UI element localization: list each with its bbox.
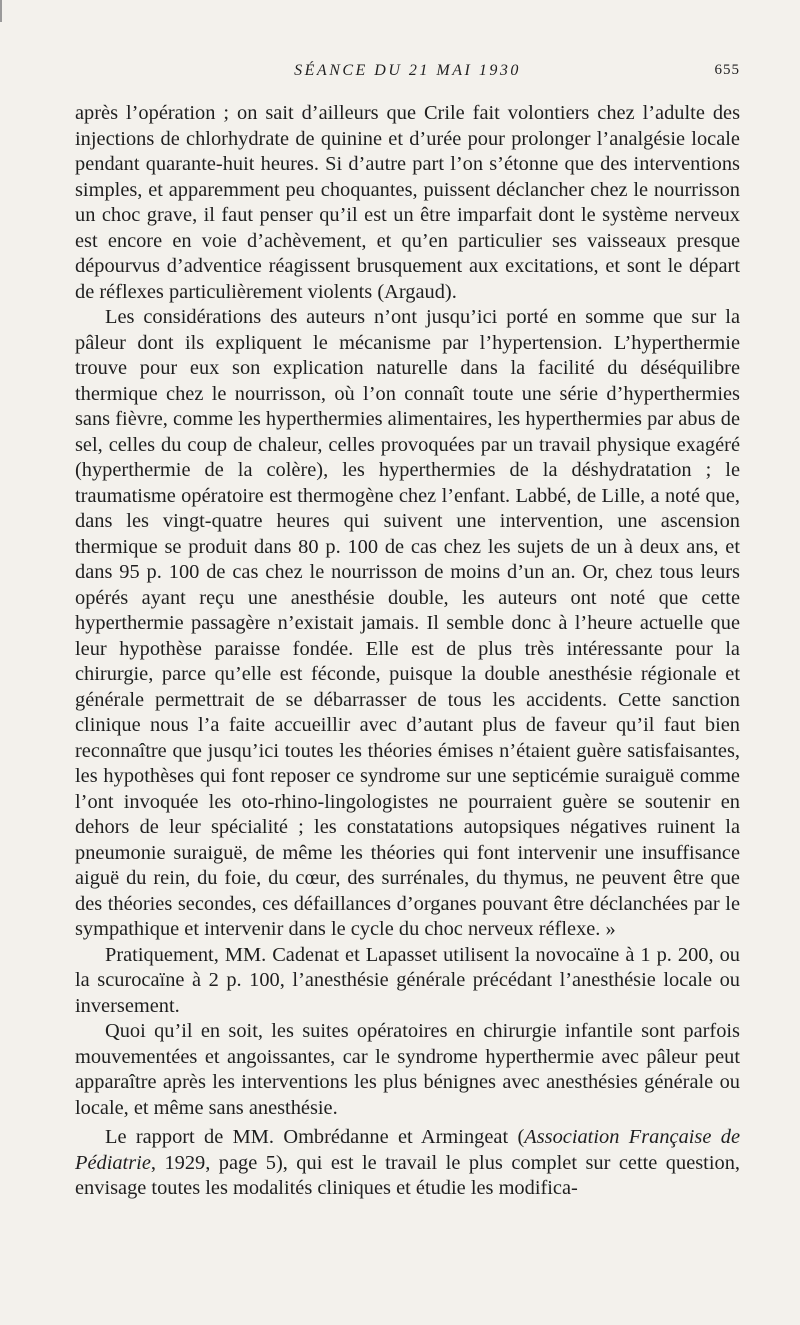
paragraph-3: Pratiquement, MM. Cadenat et Lapasset utilisent la novocaïne à 1 p. 200, ou la scurocaïne à 2 p. 100, l’anesthésie générale précédant l’anesthésie locale ou inversement. [75,943,740,1017]
page-header [75,58,740,86]
page-number: 655 [714,62,740,78]
paragraph-5-tail: , 1929, page 5), qui est le travail le plus complet sur cette question, envisage toutes les modalités cliniques et étudie les modifica- [75,1151,740,1199]
citation-title: Association Française de Pédiatrie [75,1126,741,1174]
paragraph-2: Les considérations des auteurs n’ont jusqu’ici porté en somme que sur la pâleur dont ils expliquent le mécanisme par l’hypertension. L’hyperthermie trouve pour eux son explication naturelle dans la facilité du déséquilibre thermique chez le nourrisson, où l’on connaît toute une série d’hyperthermies sans fièvre, comme les hyperthermies alimentaires, les hyperthermies par abus de sel, celles du coup de chaleur, celles provoquées par un travail physique exagéré (hyperthermie de la colère), les hyperthermies de la déshydratation ; le traumatisme opératoire est thermogène chez l’enfant. Labbé, de Lille, a noté que, dans les vingt-quatre heures qui suivent une intervention, une ascension thermique se produit dans 80 p. 100 de cas chez les sujets de un à deux ans, et dans 95 p. 100 de cas chez le nourrisson de moins d’un an. Or, chez tous leurs opérés ayant reçu une anesthésie double, les auteurs ont noté que cette hyperthermie passagère n’existait jamais. Il semble donc à l’heure actuelle que leur hypothèse paraisse fondée. Elle est de plus très intéressante pour la chirurgie, parce qu’elle est féconde, puisque la double anesthésie régionale et générale permettrait de se débarrasser de tous les accidents. Cette sanction clinique nous l’a faite accueillir avec d’autant plus de faveur qu’il faut bien reconnaître que jusqu’ici toutes les théories émises n’étaient guère satisfaisantes, les hypothèses qui font reposer ce syndrome sur une septicémie suraiguë comme l’ont invoquée les oto-rhino-lingologistes ne pourraient guère se soutenir en dehors de leur spécialité ; les constatations autopsiques négatives ruinent la pneumonie suraiguë, de même les théories qui font intervenir une insuffisance aiguë du rein, du foie, du cœur, des surrénales, du thymus, ne peuvent être que des théories secondes, ces défaillances d’organes pouvant être déclanchées par le sympathique et intervenir dans le cycle du choc nerveux réflexe. » [75,306,740,940]
paragraph-5 [75,1125,740,1202]
paragraph-4: Quoi qu’il en soit, les suites opératoires en chirurgie infantile sont parfois mouvementées et angoissantes, car le syndrome hyperthermie avec pâleur peut apparaître après les interventions les plus bénignes avec anesthésies générale ou locale, et même sans anesthésie. [75,1020,740,1119]
scan-edge-mark [0,0,2,22]
paragraph-5-lead: Le rapport de MM. Ombrédanne et Armingeat ( [105,1126,525,1148]
running-head: SÉANCE DU 21 MAI 1930 [294,62,521,79]
paragraph-1: après l’opération ; on sait d’ailleurs que Crile fait volontiers chez l’adulte des injections de chlorhydrate de quinine et d’urée pour prolonger l’analgésie locale pendant quarante-huit heures. Si d’autre part l’on s’étonne que des interventions simples, et apparemment peu choquantes, puissent déclancher chez le nourrisson un choc grave, il faut penser qu’il est un être imparfait dont le système nerveux est encore en voie d’achèvement, et qu’en particulier ses vaisseaux presque dépourvus d’adventice réagissent brusquement aux excitations, et sont le départ de réflexes particulièrement violents (Argaud). [75,102,740,303]
body-text [75,101,740,1202]
